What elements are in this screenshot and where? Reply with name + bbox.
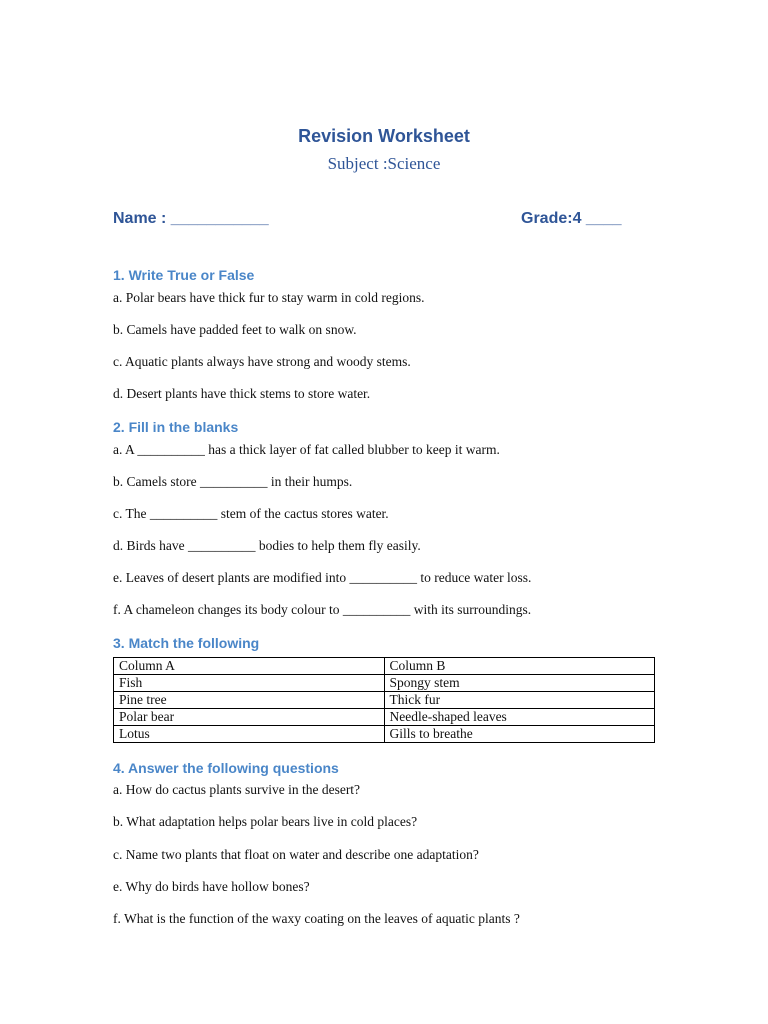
true-false-item: a. Polar bears have thick fur to stay warm in cold regions.: [113, 290, 425, 305]
match-table: [113, 657, 655, 743]
table-row: [114, 675, 655, 692]
table-cell: Polar bear: [114, 709, 385, 726]
fill-blank-item: d. Birds have __________ bodies to help them fly easily.: [113, 538, 421, 553]
table-row: [114, 709, 655, 726]
true-false-item: d. Desert plants have thick stems to store water.: [113, 386, 371, 401]
true-false-item: b. Camels have padded feet to walk on snow.: [113, 322, 357, 337]
question-item: a. How do cactus plants survive in the desert?: [113, 782, 361, 797]
section-true-false-heading: 1. Write True or False: [113, 267, 255, 283]
question-item: b. What adaptation helps polar bears live in cold places?: [113, 814, 418, 829]
worksheet-title: Revision Worksheet: [298, 126, 470, 146]
section-match-heading: 3. Match the following: [113, 635, 260, 651]
table-cell: Spongy stem: [384, 675, 655, 692]
table-header-cell: Column B: [384, 658, 655, 675]
question-item: e. Why do birds have hollow bones?: [113, 879, 310, 894]
table-cell: Fish: [114, 675, 385, 692]
worksheet-subtitle: Subject :Science: [327, 154, 441, 173]
fill-blank-item: b. Camels store __________ in their humps.: [113, 474, 353, 489]
table-row: [114, 726, 655, 743]
table-header-row: [114, 658, 655, 675]
true-false-item: c. Aquatic plants always have strong and woody stems.: [113, 354, 411, 369]
table-cell: Needle-shaped leaves: [384, 709, 655, 726]
table-header-cell: Column A: [114, 658, 385, 675]
table-cell: Thick fur: [384, 692, 655, 709]
section-questions-heading: 4. Answer the following questions: [113, 760, 339, 776]
grade-field: Grade:4 ____: [521, 210, 622, 227]
fill-blank-item: f. A chameleon changes its body colour to __________ with its surroundings.: [113, 602, 532, 617]
fill-blank-item: e. Leaves of desert plants are modified into __________ to reduce water loss.: [113, 570, 532, 585]
question-item: c. Name two plants that float on water and describe one adaptation?: [113, 847, 479, 862]
table-cell: Lotus: [114, 726, 385, 743]
section-fill-blanks-heading: 2. Fill in the blanks: [113, 419, 239, 435]
name-field: Name : ___________: [113, 210, 269, 227]
table-row: [114, 692, 655, 709]
table-cell: Gills to breathe: [384, 726, 655, 743]
question-item: f. What is the function of the waxy coating on the leaves of aquatic plants ?: [113, 911, 520, 926]
table-cell: Pine tree: [114, 692, 385, 709]
fill-blank-item: c. The __________ stem of the cactus stores water.: [113, 506, 389, 521]
fill-blank-item: a. A __________ has a thick layer of fat called blubber to keep it warm.: [113, 442, 500, 457]
